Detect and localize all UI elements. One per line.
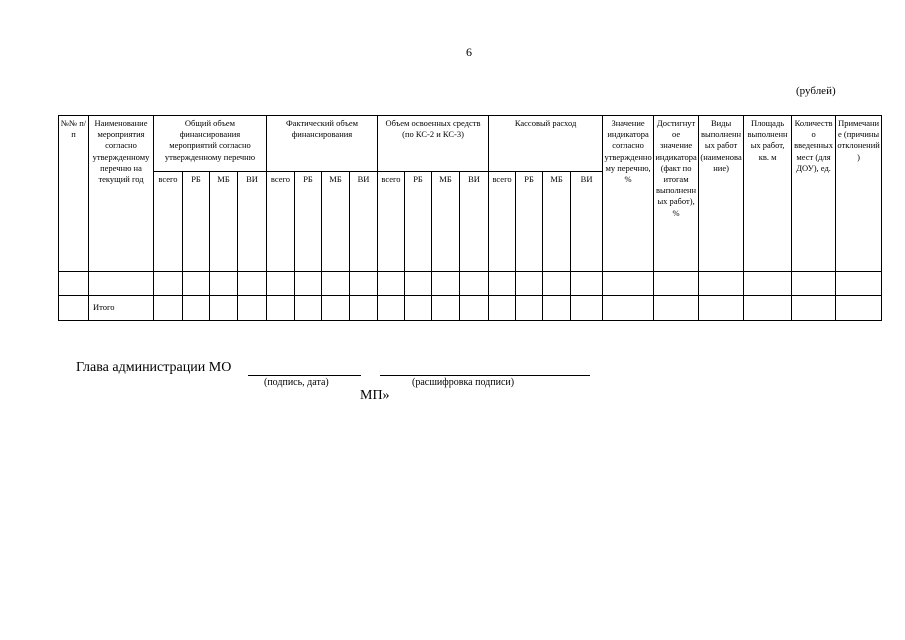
table-cell xyxy=(792,272,836,296)
table-cell xyxy=(603,272,654,296)
subheader-mb: МБ xyxy=(432,172,460,272)
subheader-rb: РБ xyxy=(295,172,322,272)
table-row-empty xyxy=(59,272,882,296)
table-cell xyxy=(516,272,543,296)
subheader-vi: ВИ xyxy=(460,172,489,272)
header-indicator-value: Значение индикатора согласно утвержденному перечню, % xyxy=(603,116,654,272)
table-cell xyxy=(744,296,792,321)
table-cell xyxy=(571,272,603,296)
table-cell xyxy=(516,296,543,321)
subheader-total: всего xyxy=(267,172,295,272)
table-cell xyxy=(460,296,489,321)
table-cell xyxy=(154,296,183,321)
table-cell xyxy=(460,272,489,296)
table-cell xyxy=(183,272,210,296)
header-note: Примечание (причины отклонений) xyxy=(836,116,882,272)
signature-blank xyxy=(248,375,361,376)
table-cell xyxy=(378,296,405,321)
table-cell xyxy=(405,296,432,321)
table-cell xyxy=(267,272,295,296)
table-cell xyxy=(432,272,460,296)
subheader-mb: МБ xyxy=(322,172,350,272)
table-cell xyxy=(154,272,183,296)
subheader-vi: ВИ xyxy=(571,172,603,272)
table-cell xyxy=(699,296,744,321)
subheader-total: всего xyxy=(378,172,405,272)
table-cell xyxy=(322,296,350,321)
subheader-mb: МБ xyxy=(210,172,238,272)
header-mastered-volume: Объем освоенных средств (по КС-2 и КС-3) xyxy=(378,116,489,172)
table-cell xyxy=(836,296,882,321)
signature-decode-caption: (расшифровка подписи) xyxy=(412,377,515,388)
header-cash-expense: Кассовый расход xyxy=(489,116,603,172)
table-cell xyxy=(59,296,89,321)
subheader-total: всего xyxy=(489,172,516,272)
header-work-types: Виды выполненных работ (наименование) xyxy=(699,116,744,272)
header-achieved-value: Достигнутое значение индикатора (факт по итогам выполненных работ), % xyxy=(654,116,699,272)
table-cell xyxy=(210,272,238,296)
table-cell xyxy=(238,296,267,321)
subheader-vi: ВИ xyxy=(350,172,378,272)
table-cell xyxy=(267,296,295,321)
subheader-vi: ВИ xyxy=(238,172,267,272)
currency-note: (рублей) xyxy=(796,85,836,97)
table-cell xyxy=(295,272,322,296)
table-cell xyxy=(89,272,154,296)
table-cell xyxy=(238,272,267,296)
table-cell xyxy=(654,272,699,296)
header-total-volume: Общий объем финансирования мероприятий согласно утвержденному перечню xyxy=(154,116,267,172)
total-row-label: Итого xyxy=(89,296,154,321)
subheader-rb: РБ xyxy=(405,172,432,272)
table-cell xyxy=(744,272,792,296)
table-cell xyxy=(699,272,744,296)
table-cell xyxy=(350,272,378,296)
header-places-count: Количество введенных мест (для ДОУ), ед. xyxy=(792,116,836,272)
table-cell xyxy=(603,296,654,321)
subheader-mb: МБ xyxy=(543,172,571,272)
signature-decode-blank xyxy=(380,375,590,376)
table-cell xyxy=(432,296,460,321)
table-cell xyxy=(210,296,238,321)
table-cell xyxy=(543,272,571,296)
header-num: №№ п/п xyxy=(59,116,89,272)
stamp-label: МП» xyxy=(360,388,390,403)
signature-caption: (подпись, дата) xyxy=(264,377,329,388)
table-row-total xyxy=(59,296,882,321)
table-cell xyxy=(571,296,603,321)
header-actual-volume: Фактический объем финансирования xyxy=(267,116,378,172)
table-cell xyxy=(543,296,571,321)
table-cell xyxy=(59,272,89,296)
table-cell xyxy=(350,296,378,321)
table-cell xyxy=(378,272,405,296)
subheader-rb: РБ xyxy=(516,172,543,272)
table-cell xyxy=(183,296,210,321)
table-cell xyxy=(405,272,432,296)
header-work-area: Площадь выполненных работ, кв. м xyxy=(744,116,792,272)
table-cell xyxy=(295,296,322,321)
table-cell xyxy=(322,272,350,296)
table-cell xyxy=(654,296,699,321)
table-cell xyxy=(792,296,836,321)
table-cell xyxy=(489,272,516,296)
report-table xyxy=(58,115,882,321)
table-cell xyxy=(836,272,882,296)
subheader-total: всего xyxy=(154,172,183,272)
header-name: Наименование мероприятия согласно утвержденному перечню на текущий год xyxy=(89,116,154,272)
subheader-rb: РБ xyxy=(183,172,210,272)
table-cell xyxy=(489,296,516,321)
page-number: 6 xyxy=(466,45,472,59)
signature-label: Глава администрации МО xyxy=(76,360,232,375)
